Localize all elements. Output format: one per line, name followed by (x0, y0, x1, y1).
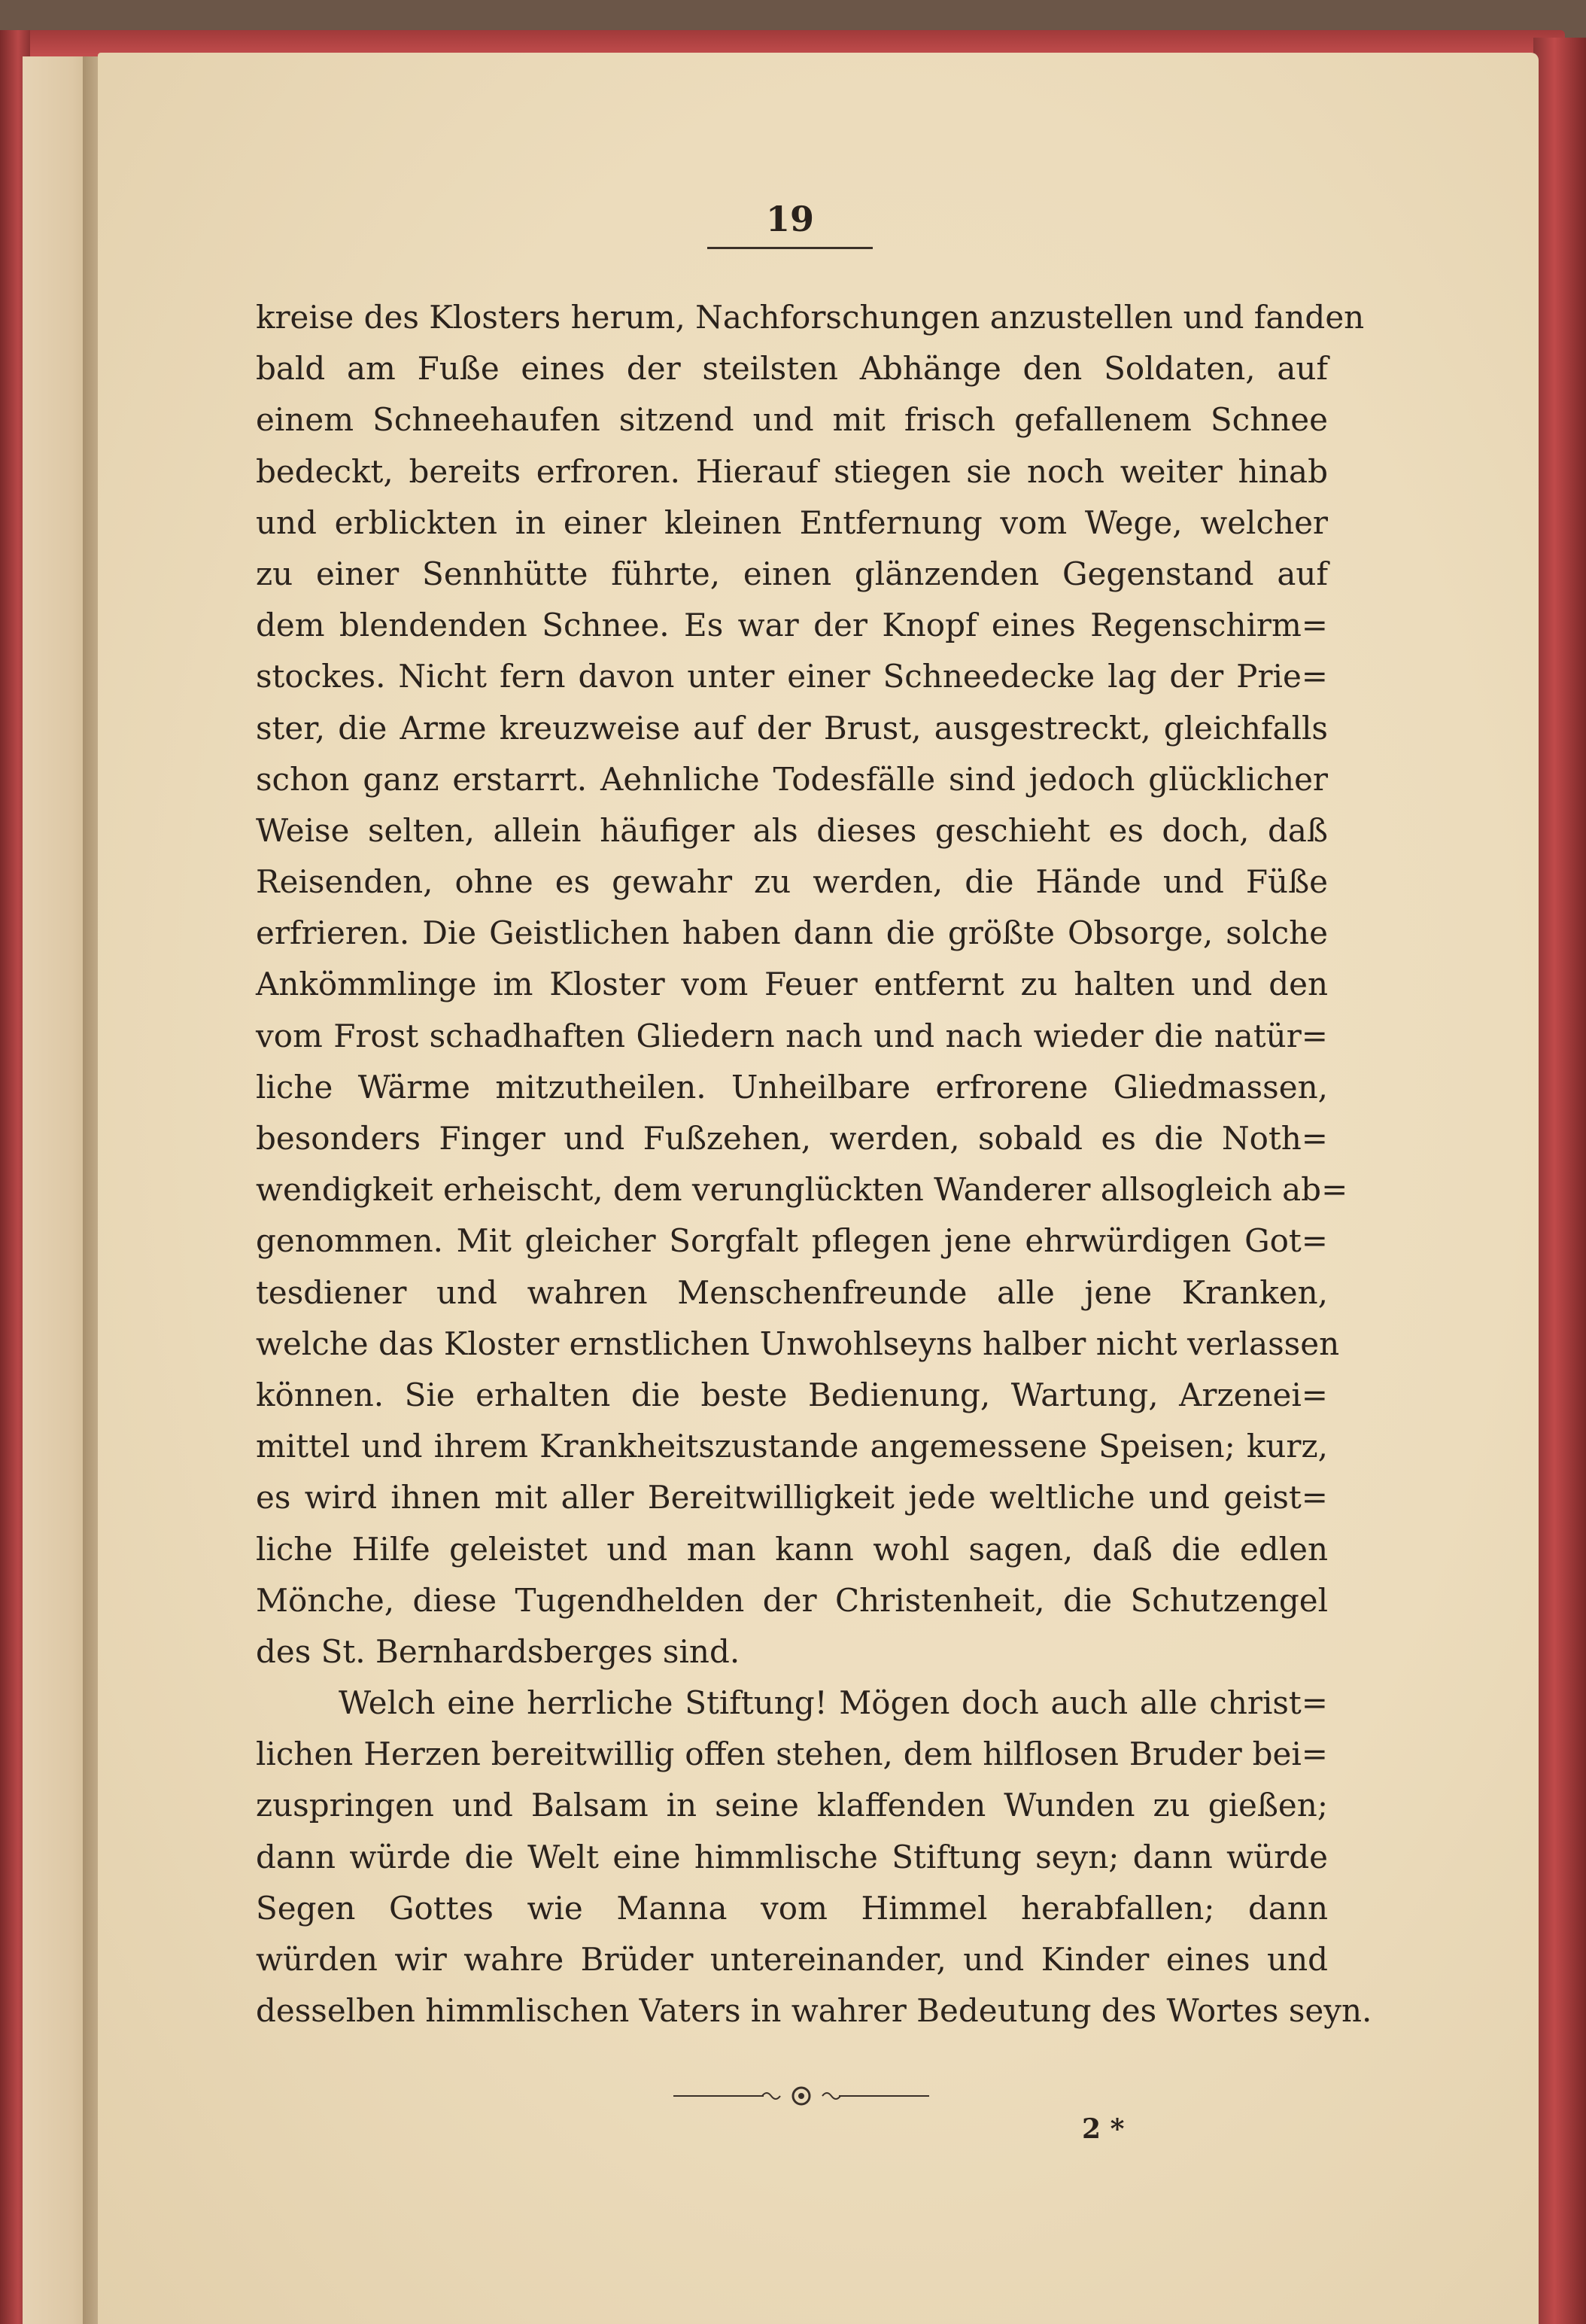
text-line: Reisenden, ohne es gewahr zu werden, die Hände und Füße (256, 863, 1328, 901)
text-line: schon ganz erstarrt. Aehnliche Todesfälle sind jedoch glücklicher (256, 760, 1328, 798)
ornament-divider (673, 2081, 929, 2111)
page-number: 19 (765, 199, 814, 239)
text-line: zu einer Sennhütte führte, einen glänzenden Gegenstand auf (256, 555, 1328, 592)
text-line: dem blendenden Schnee. Es war der Knopf eines Regenschirm= (256, 607, 1328, 644)
header-rule (707, 247, 873, 249)
text-line: und erblickten in einer kleinen Entfernung vom Wege, welcher (256, 503, 1328, 541)
text-line: kreise des Klosters herum, Nachforschungen anzustellen und fanden (256, 299, 1365, 336)
text-line: Segen Gottes wie Manna vom Himmel herabfallen; dann (256, 1889, 1328, 1927)
text-line: würden wir wahre Brüder untereinander, und Kinder eines und (256, 1941, 1328, 1978)
text-line: können. Sie erhalten die beste Bedienung, Wartung, Arzenei= (256, 1376, 1328, 1413)
text-line: Mönche, diese Tugendhelden der Christenheit, die Schutzengel (256, 1581, 1328, 1619)
text-line: ster, die Arme kreuzweise auf der Brust, ausgestreckt, gleichfalls (256, 709, 1328, 747)
text-line: bedeckt, bereits erfroren. Hierauf stiegen sie noch weiter hinab (256, 452, 1328, 490)
paragraph-start-line: Welch eine herrliche Stiftung! Mögen doch auch alle christ= (339, 1684, 1328, 1722)
text-line: einem Schneehaufen sitzend und mit frisch gefallenem Schnee (256, 401, 1328, 439)
text-line: mittel und ihrem Krankheitszustande angemessene Speisen; kurz, (256, 1428, 1328, 1465)
text-line: bald am Fuße eines der steilsten Abhänge den Soldaten, auf (256, 350, 1328, 388)
text-line: dann würde die Welt eine himmlische Stiftung seyn; dann würde (256, 1838, 1328, 1875)
text-line: liche Hilfe geleistet und man kann wohl sagen, daß die edlen (256, 1530, 1328, 1568)
text-line: genommen. Mit gleicher Sorgfalt pflegen jene ehrwürdigen Got= (256, 1222, 1328, 1260)
text-line: welche das Kloster ernstlichen Unwohlseyns halber nicht verlassen (256, 1325, 1340, 1362)
book-binding-right (1533, 38, 1586, 2324)
text-line: Ankömmlinge im Kloster vom Feuer entfernt zu halten und den (256, 966, 1328, 1003)
text-line: des St. Bernhardsberges sind. (256, 1632, 740, 1670)
text-line: besonders Finger und Fußzehen, werden, sobald es die Noth= (256, 1120, 1328, 1157)
text-line: Weise selten, allein häufiger als dieses geschieht es doch, daß (256, 811, 1328, 849)
text-line: stockes. Nicht fern davon unter einer Schneedecke lag der Prie= (256, 658, 1328, 695)
text-line: tesdiener und wahren Menschenfreunde alle jene Kranken, (256, 1273, 1328, 1311)
text-line: vom Frost schadhaften Gliedern nach und nach wieder die natür= (256, 1017, 1328, 1054)
text-line: wendigkeit erheischt, dem verunglückten Wanderer allsogleich ab= (256, 1171, 1348, 1209)
text-line: desselben himmlischen Vaters in wahrer Bedeutung des Wortes seyn. (256, 1992, 1372, 2030)
body-text (256, 292, 1372, 2037)
text-line: zuspringen und Balsam in seine klaffenden Wunden zu gießen; (256, 1787, 1328, 1824)
text-line: liche Wärme mitzutheilen. Unheilbare erfrorene Gliedmassen, (256, 1068, 1328, 1106)
signature-mark: 2 * (1082, 2113, 1125, 2145)
text-line: lichen Herzen bereitwillig offen stehen, dem hilflosen Bruder bei= (256, 1735, 1328, 1773)
text-line: erfrieren. Die Geistlichen haben dann die größte Obsorge, solche (256, 914, 1328, 952)
text-line: es wird ihnen mit aller Bereitwilligkeit jede weltliche und geist= (256, 1479, 1328, 1516)
